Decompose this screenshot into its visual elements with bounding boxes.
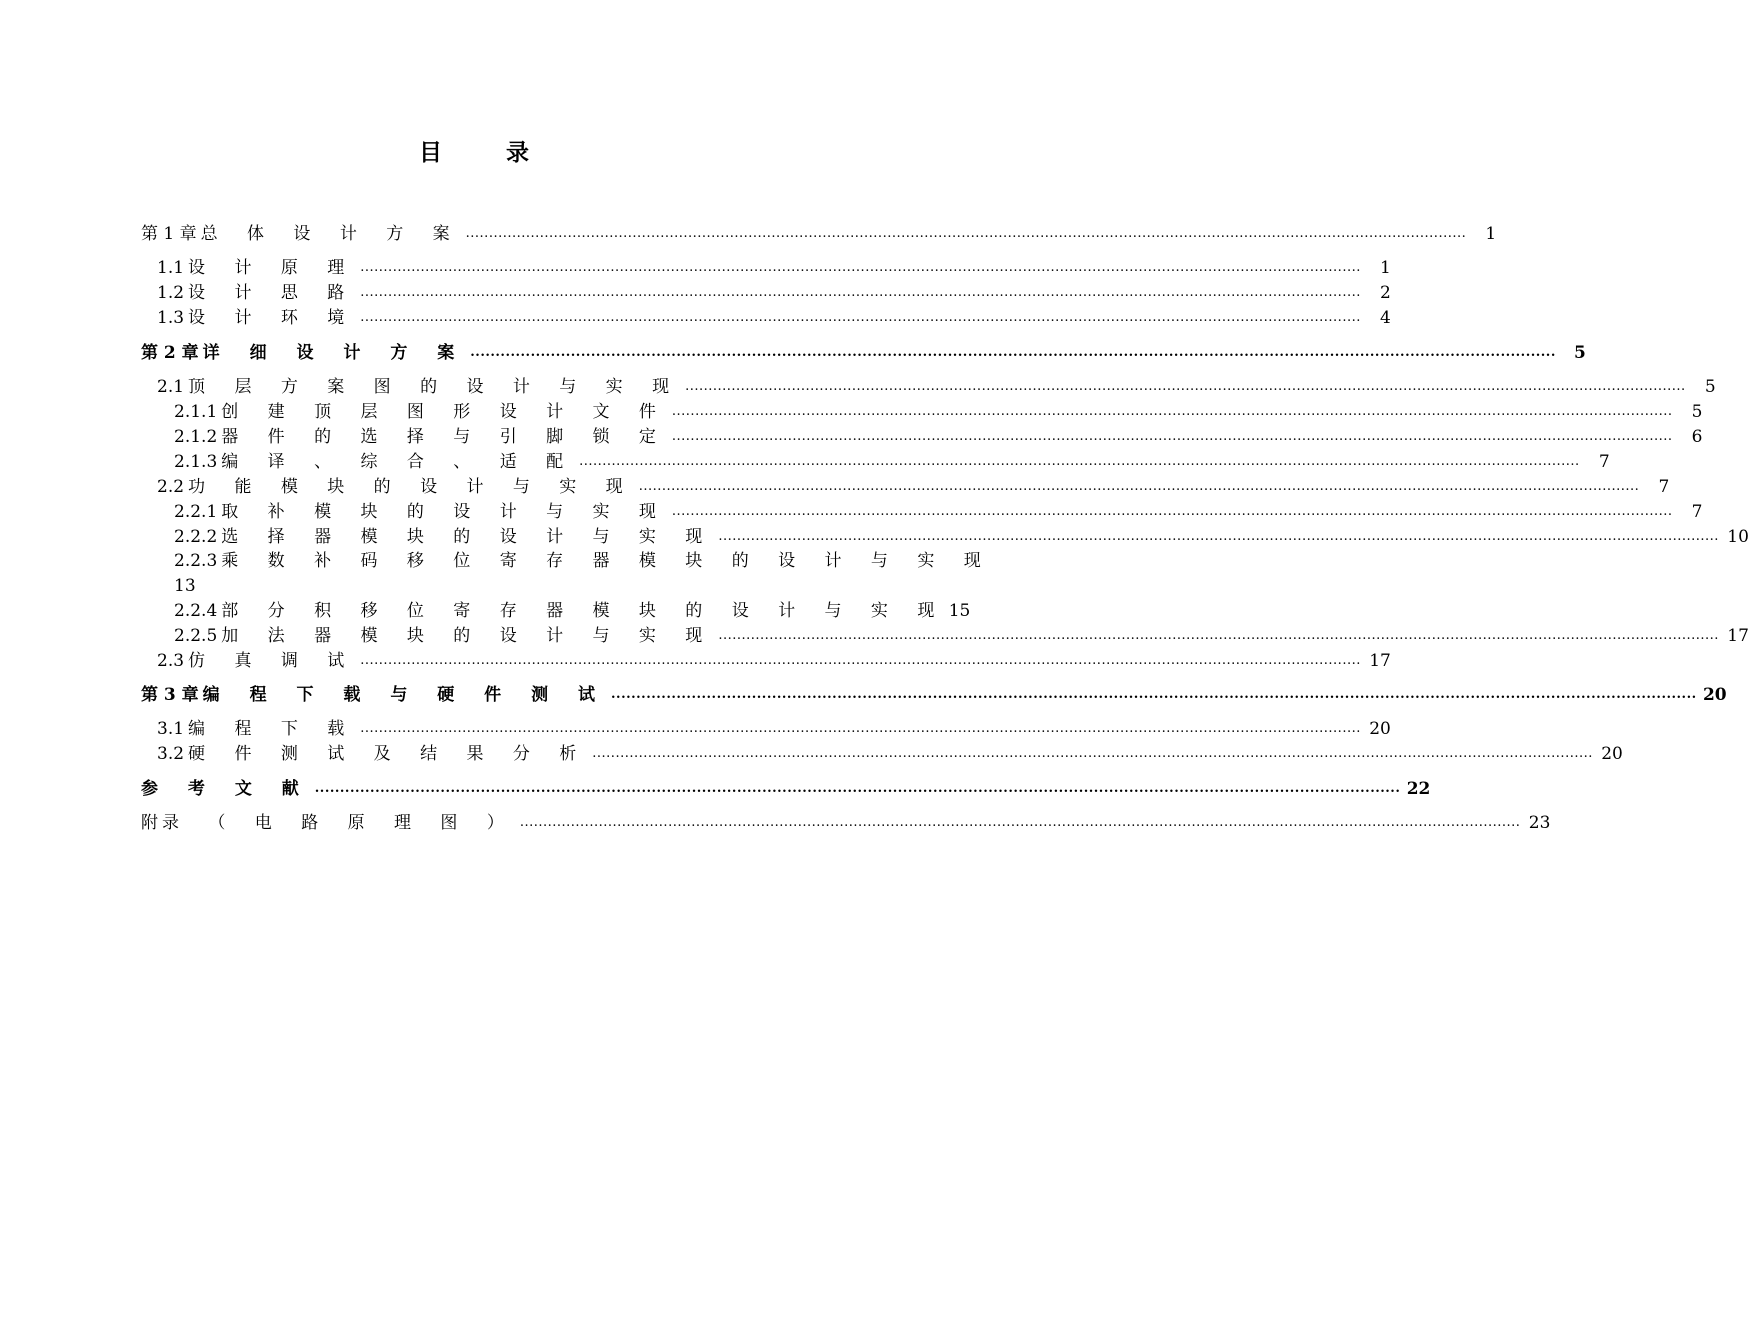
toc-entry-2-2-5[interactable] (174, 625, 1749, 647)
toc-entry-page: 17 (1727, 626, 1749, 646)
toc-entry-appendix[interactable] (141, 812, 1551, 834)
toc-entry-chapter-1[interactable] (141, 223, 1497, 245)
toc-entry-title: 编 程 下 载 与 硬 件 测 试 (202, 685, 608, 705)
toc-entry-1-3[interactable] (157, 307, 1391, 329)
toc-entry-page: 22 (1406, 779, 1431, 799)
toc-entry-number: 2.2.1 (174, 502, 218, 522)
toc-entry-number: 3.2 (157, 744, 185, 764)
toc-entry-title: 部 分 积 移 位 寄 存 器 模 块 的 设 计 与 实 现 (221, 601, 947, 621)
toc-entry-title: 硬 件 测 试 及 结 果 分 析 (188, 744, 589, 764)
toc-entry-references[interactable] (141, 778, 1431, 800)
leader-dots (466, 223, 1467, 245)
toc-title-right: 录 (506, 139, 531, 166)
toc-entry-title: 选 择 器 模 块 的 设 计 与 实 现 (221, 527, 715, 547)
toc-entry-number: 2.2.3 (174, 551, 218, 571)
toc-entry-2-1-3[interactable] (174, 451, 1610, 473)
toc-entry-title: 总 体 设 计 方 案 (200, 224, 462, 244)
leader-dots (579, 451, 1580, 473)
toc-entry-2-1-1[interactable] (174, 401, 1703, 423)
toc-title (0, 134, 950, 167)
toc-entry-page: 7 (1598, 452, 1610, 472)
toc-entry-page: 7 (1691, 502, 1703, 522)
toc-entry-number: 1.1 (157, 258, 185, 278)
toc-entry-title: 编 程 下 载 (188, 719, 357, 739)
leader-dots (360, 257, 1361, 279)
toc-entry-title: 设 计 环 境 (188, 308, 357, 328)
toc-entry-number: 2.2.4 (174, 601, 218, 621)
toc-entry-title: 创 建 顶 层 图 形 设 计 文 件 (221, 402, 668, 422)
leader-dots (672, 501, 1673, 523)
toc-entry-2-2-4[interactable] (174, 600, 971, 622)
leader-dots (592, 743, 1593, 765)
leader-dots (470, 342, 1556, 364)
toc-entry-page: 15 (948, 601, 971, 621)
toc-entry-title: 器 件 的 选 择 与 引 脚 锁 定 (221, 427, 668, 447)
toc-entry-number: 第 3 章 (141, 685, 199, 705)
toc-entry-page: 20 (1369, 719, 1391, 739)
toc-entry-number: 2.2.2 (174, 527, 218, 547)
toc-entry-2-2-2[interactable] (174, 526, 1749, 548)
leader-dots (685, 376, 1686, 398)
toc-entry-number: 2.2 (157, 477, 185, 497)
toc-entry-number: 3.1 (157, 719, 185, 739)
toc-entry-2-1-2[interactable] (174, 426, 1703, 448)
toc-entry-2-2-1[interactable] (174, 501, 1703, 523)
toc-entry-page: 5 (1704, 377, 1716, 397)
toc-entry-chapter-3[interactable] (141, 684, 1727, 706)
leader-dots (639, 476, 1640, 498)
toc-entry-page: 1 (1380, 258, 1391, 278)
toc-entry-title: 顶 层 方 案 图 的 设 计 与 实 现 (188, 377, 682, 397)
toc-entry-page: 10 (1727, 527, 1749, 547)
toc-entry-number: 附 (141, 813, 158, 833)
toc-entry-2-2-3-page-line[interactable] (174, 575, 198, 597)
toc-entry-chapter-2[interactable] (141, 342, 1586, 364)
toc-entry-page: 17 (1369, 651, 1391, 671)
toc-entry-2-3[interactable] (157, 650, 1391, 672)
leader-dots (520, 812, 1521, 834)
toc-entry-number: 2.1.2 (174, 427, 218, 447)
leader-dots (360, 282, 1361, 304)
toc-entry-title: 录 （ 电 路 原 理 图 ） (162, 813, 516, 833)
leader-dots (672, 401, 1673, 423)
toc-entry-page: 20 (1601, 744, 1623, 764)
toc-entry-number: 第 2 章 (141, 343, 199, 363)
leader-dots (718, 526, 1719, 548)
toc-entry-1-1[interactable] (157, 257, 1391, 279)
leader-dots (360, 307, 1361, 329)
toc-entry-page: 1 (1485, 224, 1497, 244)
toc-entry-title: 参 考 文 献 (141, 779, 311, 799)
toc-entry-title: 功 能 模 块 的 设 计 与 实 现 (188, 477, 635, 497)
leader-dots (315, 778, 1401, 800)
toc-entry-title: 设 计 原 理 (188, 258, 357, 278)
toc-entry-number: 2.2.5 (174, 626, 218, 646)
leader-dots (718, 625, 1719, 647)
toc-entry-title: 仿 真 调 试 (188, 651, 357, 671)
toc-entry-page: 23 (1528, 813, 1551, 833)
toc-entry-page: 2 (1380, 283, 1391, 303)
toc-entry-page: 5 (1691, 402, 1703, 422)
toc-title-left: 目 (419, 139, 444, 166)
toc-entry-3-2[interactable] (157, 743, 1623, 765)
toc-entry-number: 1.3 (157, 308, 185, 328)
leader-dots (360, 650, 1361, 672)
toc-entry-2-2-3[interactable] (174, 550, 993, 572)
toc-entry-2-2[interactable] (157, 476, 1670, 498)
toc-entry-page: 7 (1658, 477, 1670, 497)
leader-dots (611, 684, 1697, 706)
toc-entry-number: 2.1 (157, 377, 185, 397)
toc-entry-page: 20 (1702, 685, 1727, 705)
toc-entry-page: 13 (174, 576, 196, 596)
leader-dots (360, 718, 1361, 740)
toc-entry-title: 编 译 、 综 合 、 适 配 (221, 452, 576, 472)
leader-dots (672, 426, 1673, 448)
toc-entry-title: 取 补 模 块 的 设 计 与 实 现 (221, 502, 668, 522)
toc-entry-number: 1.2 (157, 283, 185, 303)
toc-entry-title: 加 法 器 模 块 的 设 计 与 实 现 (221, 626, 715, 646)
toc-entry-page: 5 (1574, 343, 1586, 363)
toc-entry-title: 设 计 思 路 (188, 283, 357, 303)
toc-entry-2-1[interactable] (157, 376, 1716, 398)
toc-entry-number: 第 1 章 (141, 224, 197, 244)
toc-entry-number: 2.1.3 (174, 452, 218, 472)
toc-entry-title: 详 细 设 计 方 案 (202, 343, 467, 363)
toc-entry-number: 2.3 (157, 651, 185, 671)
toc-entry-page: 4 (1380, 308, 1391, 328)
toc-entry-title: 乘 数 补 码 移 位 寄 存 器 模 块 的 设 计 与 实 现 (221, 551, 993, 571)
toc-entry-number: 2.1.1 (174, 402, 218, 422)
toc-entry-1-2[interactable] (157, 282, 1391, 304)
toc-entry-3-1[interactable] (157, 718, 1391, 740)
toc-entry-page: 6 (1691, 427, 1703, 447)
